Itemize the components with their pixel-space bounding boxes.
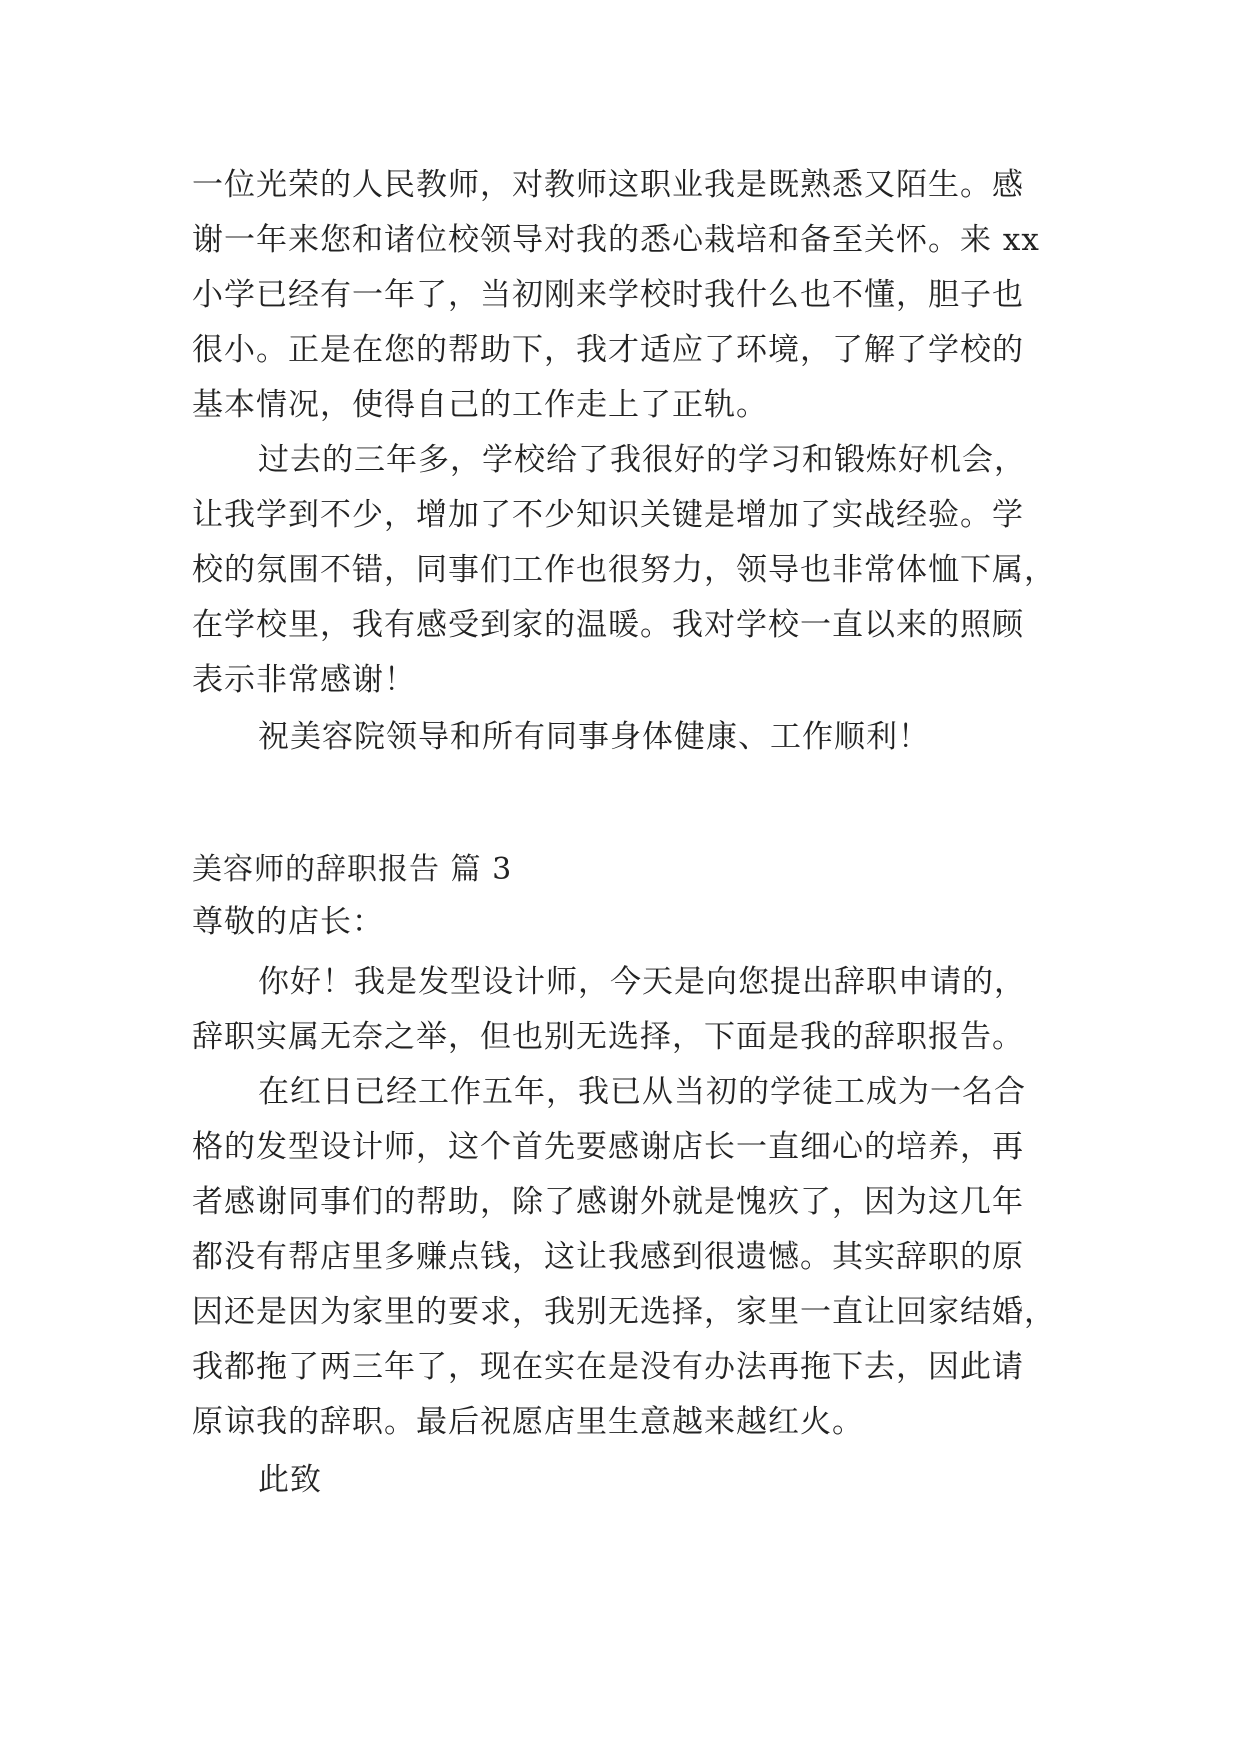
paragraph-line: 校的氛围不错，同事们工作也很努力，领导也非常体恤下属， <box>192 552 1056 588</box>
paragraph-line: 让我学到不少，增加了不少知识关键是增加了实战经验。学 <box>192 497 1024 533</box>
paragraph-line: 者感谢同事们的帮助，除了感谢外就是愧疚了，因为这几年 <box>192 1184 1024 1220</box>
paragraph-line: 格的发型设计师，这个首先要感谢店长一直细心的培养，再 <box>192 1129 1024 1165</box>
paragraph-line: 过去的三年多，学校给了我很好的学习和锻炼好机会， <box>258 442 1026 478</box>
paragraph-line: 在红日已经工作五年，我已从当初的学徒工成为一名合 <box>258 1074 1026 1110</box>
paragraph-line: 你好！我是发型设计师，今天是向您提出辞职申请的， <box>258 964 1026 1000</box>
paragraph-line: 因还是因为家里的要求，我别无选择，家里一直让回家结婚， <box>192 1294 1056 1330</box>
salutation: 尊敬的店长： <box>192 904 384 940</box>
paragraph-line: 很小。正是在您的帮助下，我才适应了环境，了解了学校的 <box>192 332 1024 368</box>
paragraph-line: 表示非常感谢！ <box>192 662 416 698</box>
paragraph-line: 都没有帮店里多赚点钱，这让我感到很遗憾。其实辞职的原 <box>192 1239 1024 1275</box>
paragraph-line: 在学校里，我有感受到家的温暖。我对学校一直以来的照顾 <box>192 607 1024 643</box>
paragraph-line: 我都拖了两三年了，现在实在是没有办法再拖下去，因此请 <box>192 1349 1024 1385</box>
paragraph-line: 辞职实属无奈之举，但也别无选择，下面是我的辞职报告。 <box>192 1019 1024 1055</box>
paragraph-line: 谢一年来您和诸位校领导对我的悉心栽培和备至关怀。来 xx <box>192 222 1040 258</box>
closing-text: 此致 <box>258 1462 322 1498</box>
paragraph-line: 一位光荣的人民教师，对教师这职业我是既熟悉又陌生。感 <box>192 167 1024 203</box>
paragraph-line: 原谅我的辞职。最后祝愿店里生意越来越红火。 <box>192 1404 864 1440</box>
paragraph-line: 小学已经有一年了，当初刚来学校时我什么也不懂，胆子也 <box>192 277 1024 313</box>
section-title: 美容师的辞职报告 篇 3 <box>192 852 513 887</box>
paragraph-line: 基本情况，使得自己的工作走上了正轨。 <box>192 387 768 423</box>
paragraph-line: 祝美容院领导和所有同事身体健康、工作顺利！ <box>258 719 930 755</box>
